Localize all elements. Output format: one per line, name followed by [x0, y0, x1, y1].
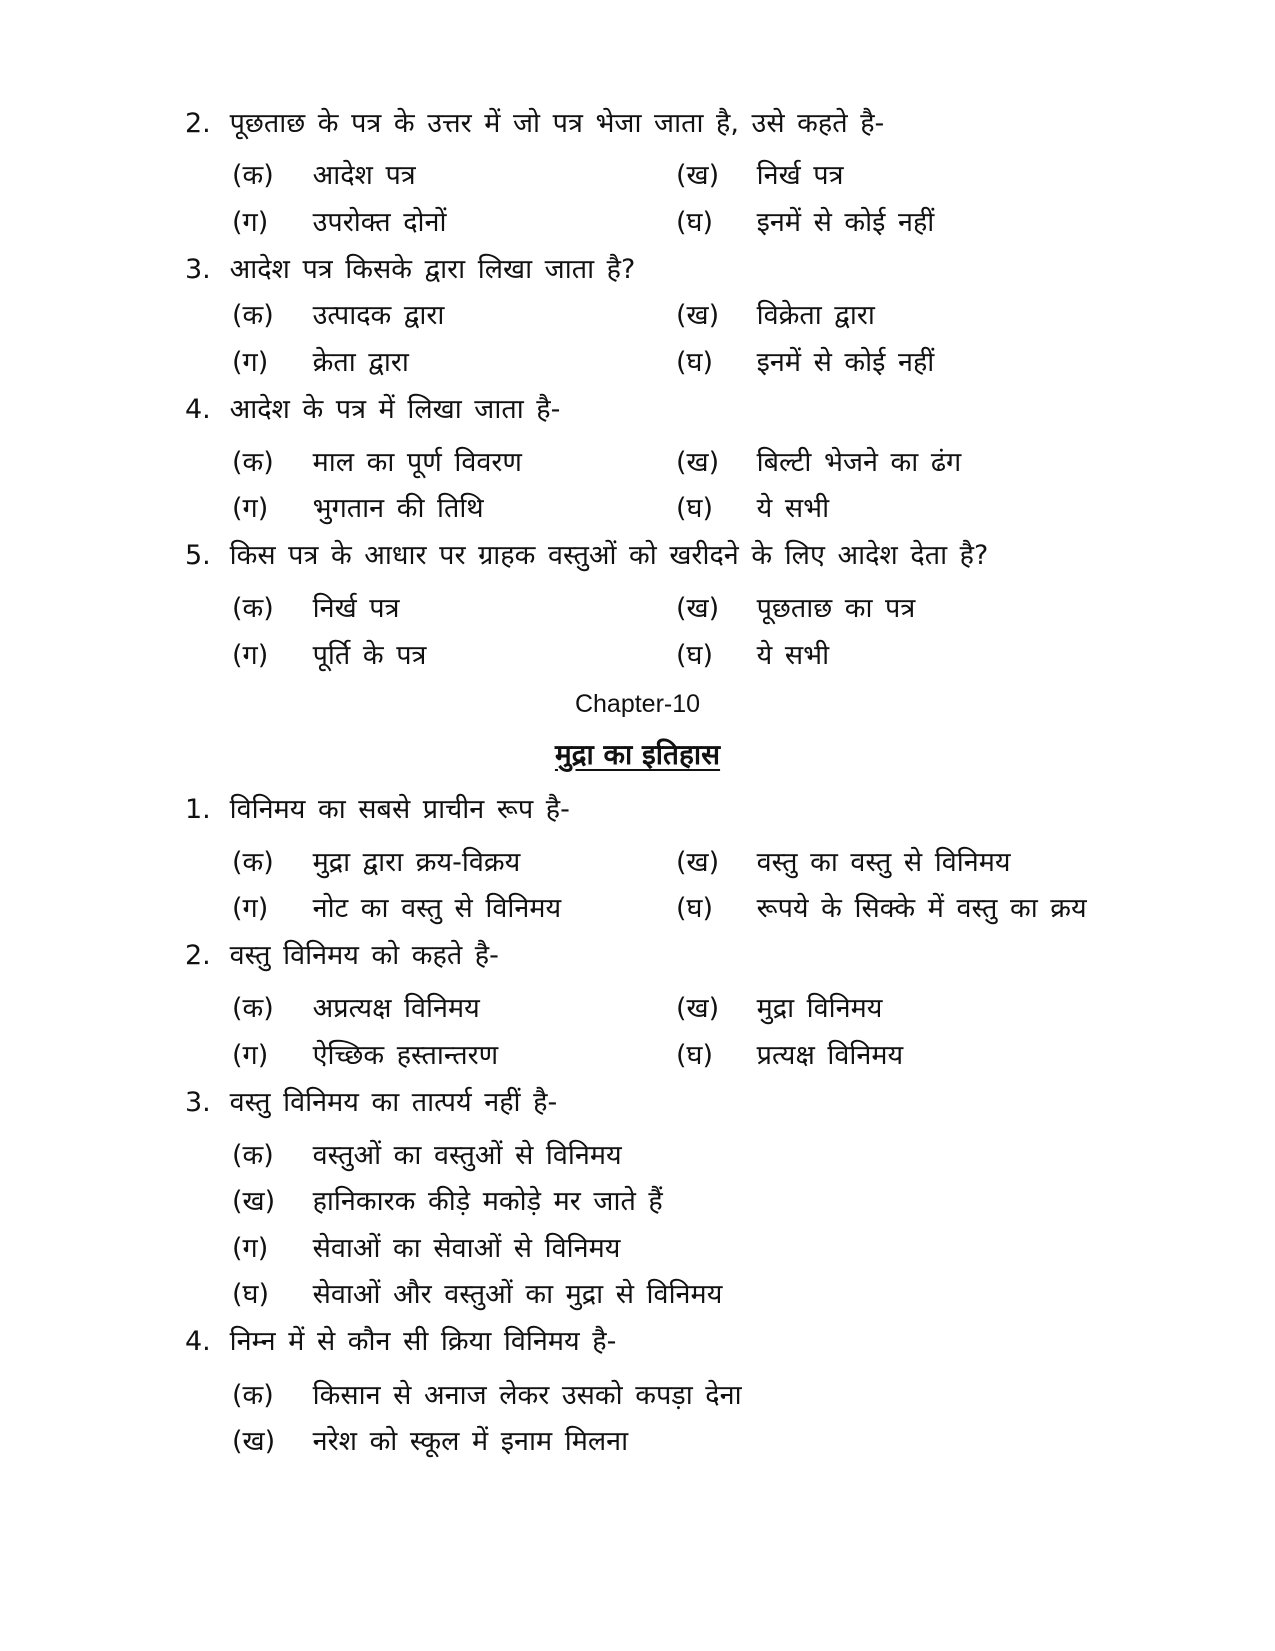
- option: [232, 1038, 498, 1074]
- option-label: (ख): [676, 300, 720, 331]
- question-number: 1.: [185, 794, 211, 825]
- option: [232, 1378, 742, 1414]
- option-text: वस्तु का वस्तु से विनिमय: [756, 847, 1011, 878]
- option-label: (ग): [232, 1040, 269, 1071]
- option: [676, 491, 829, 527]
- option-label: (ग): [232, 640, 269, 671]
- option: [232, 205, 447, 241]
- option-text: इनमें से कोई नहीं: [756, 207, 935, 238]
- option-text: मुद्रा द्वारा क्रय-विक्रय: [312, 847, 521, 878]
- question: [185, 792, 570, 828]
- option-text: उपरोक्त दोनों: [312, 207, 447, 238]
- option: [232, 491, 484, 527]
- option-text: निर्ख पत्र: [756, 160, 844, 191]
- option: [232, 1424, 628, 1460]
- question: [185, 252, 635, 288]
- option-text: किसान से अनाज लेकर उसको कपड़ा देना: [312, 1380, 742, 1411]
- option-text: नोट का वस्तु से विनिमय: [312, 893, 562, 924]
- option-text: अप्रत्यक्ष विनिमय: [312, 993, 480, 1024]
- option-text: आदेश पत्र: [312, 160, 416, 191]
- question: [185, 106, 884, 142]
- option-label: (क): [232, 447, 274, 478]
- option-text: सेवाओं का सेवाओं से विनिमय: [312, 1233, 621, 1264]
- option: [232, 1277, 722, 1313]
- option-label: (ख): [676, 593, 720, 624]
- option: [232, 445, 522, 481]
- option-label: (क): [232, 160, 274, 191]
- question-text: किस पत्र के आधार पर ग्राहक वस्तुओं को खरीदने के लिए आदेश देता है?: [229, 540, 989, 571]
- option: [232, 1231, 620, 1267]
- option-text: वस्तुओं का वस्तुओं से विनिमय: [312, 1140, 622, 1171]
- question-text: विनिमय का सबसे प्राचीन रूप है-: [229, 794, 570, 825]
- option-label: (ग): [232, 207, 269, 238]
- option-label: (ख): [676, 993, 720, 1024]
- option-text: माल का पूर्ण विवरण: [312, 447, 522, 478]
- option-label: (क): [232, 993, 274, 1024]
- option: [232, 345, 409, 381]
- option: [232, 891, 561, 927]
- option: [676, 991, 882, 1027]
- option-text: सेवाओं और वस्तुओं का मुद्रा से विनिमय: [312, 1279, 723, 1310]
- option: [676, 891, 1087, 927]
- option-text: ये सभी: [756, 640, 830, 671]
- option-text: इनमें से कोई नहीं: [756, 347, 935, 378]
- question-text: आदेश के पत्र में लिखा जाता है-: [229, 394, 561, 425]
- option: [232, 591, 399, 627]
- option-text: निर्ख पत्र: [312, 593, 400, 624]
- question: [185, 538, 988, 574]
- option-label: (क): [232, 300, 274, 331]
- option-text: विक्रेता द्वारा: [756, 300, 875, 331]
- option-label: (क): [232, 847, 274, 878]
- option-text: क्रेता द्वारा: [312, 347, 409, 378]
- chapter-title: [0, 736, 1275, 774]
- option-text: रूपये के सिक्के में वस्तु का क्रय: [756, 893, 1087, 924]
- option: [232, 638, 426, 674]
- option: [232, 1138, 622, 1174]
- option-label: (घ): [232, 1279, 270, 1310]
- option-text: ऐच्छिक हस्तान्तरण: [312, 1040, 499, 1071]
- option-label: (क): [232, 1380, 274, 1411]
- question: [185, 1085, 557, 1121]
- option-text: नरेश को स्कूल में इनाम मिलना: [312, 1426, 629, 1457]
- option: [676, 445, 961, 481]
- question-number: 2.: [185, 940, 211, 971]
- question-number: 2.: [185, 108, 211, 139]
- option-label: (घ): [676, 207, 714, 238]
- option-label: (ग): [232, 493, 269, 524]
- option: [232, 298, 444, 334]
- question: [185, 1324, 616, 1360]
- chapter-label: Chapter-10: [574, 690, 701, 718]
- option: [676, 158, 843, 194]
- question-text: निम्न में से कौन सी क्रिया विनिमय है-: [229, 1326, 617, 1357]
- question-text: पूछताछ के पत्र के उत्तर में जो पत्र भेजा जाता है, उसे कहते है-: [229, 108, 885, 139]
- option-label: (ख): [232, 1186, 276, 1217]
- question-number: 5.: [185, 540, 211, 571]
- option: [676, 591, 915, 627]
- question-text: वस्तु विनिमय का तात्पर्य नहीं है-: [229, 1087, 558, 1118]
- option: [676, 845, 1011, 881]
- option-label: (घ): [676, 493, 714, 524]
- option: [676, 345, 934, 381]
- option-text: उत्पादक द्वारा: [312, 300, 445, 331]
- question-number: 4.: [185, 1326, 211, 1357]
- option: [232, 1184, 663, 1220]
- chapter-title-text: मुद्रा का इतिहास: [554, 738, 721, 771]
- question-text: आदेश पत्र किसके द्वारा लिखा जाता है?: [229, 254, 636, 285]
- option-text: पूर्ति के पत्र: [312, 640, 427, 671]
- option-label: (ख): [676, 847, 720, 878]
- option: [232, 158, 416, 194]
- option: [676, 205, 934, 241]
- option-label: (घ): [676, 893, 714, 924]
- option-text: पूछताछ का पत्र: [756, 593, 916, 624]
- option: [676, 638, 829, 674]
- question: [185, 392, 560, 428]
- question: [185, 938, 499, 974]
- option-text: भुगतान की तिथि: [312, 493, 484, 524]
- option: [676, 298, 875, 334]
- option: [232, 991, 480, 1027]
- option-text: हानिकारक कीड़े मकोड़े मर जाते हैं: [312, 1186, 663, 1217]
- question-text: वस्तु विनिमय को कहते है-: [229, 940, 499, 971]
- question-number: 3.: [185, 254, 211, 285]
- option-text: मुद्रा विनिमय: [756, 993, 883, 1024]
- option-text: ये सभी: [756, 493, 830, 524]
- option-label: (ग): [232, 893, 269, 924]
- option-text: बिल्टी भेजने का ढंग: [756, 447, 962, 478]
- option-label: (क): [232, 1140, 274, 1171]
- option-label: (घ): [676, 640, 714, 671]
- option-label: (ख): [676, 447, 720, 478]
- option-label: (घ): [676, 347, 714, 378]
- option: [676, 1038, 903, 1074]
- question-number: 3.: [185, 1087, 211, 1118]
- option-label: (क): [232, 593, 274, 624]
- question-number: 4.: [185, 394, 211, 425]
- option-text: प्रत्यक्ष विनिमय: [756, 1040, 904, 1071]
- option-label: (ख): [676, 160, 720, 191]
- option-label: (ग): [232, 1233, 269, 1264]
- option-label: (ग): [232, 347, 269, 378]
- option: [232, 845, 520, 881]
- option-label: (ख): [232, 1426, 276, 1457]
- option-label: (घ): [676, 1040, 714, 1071]
